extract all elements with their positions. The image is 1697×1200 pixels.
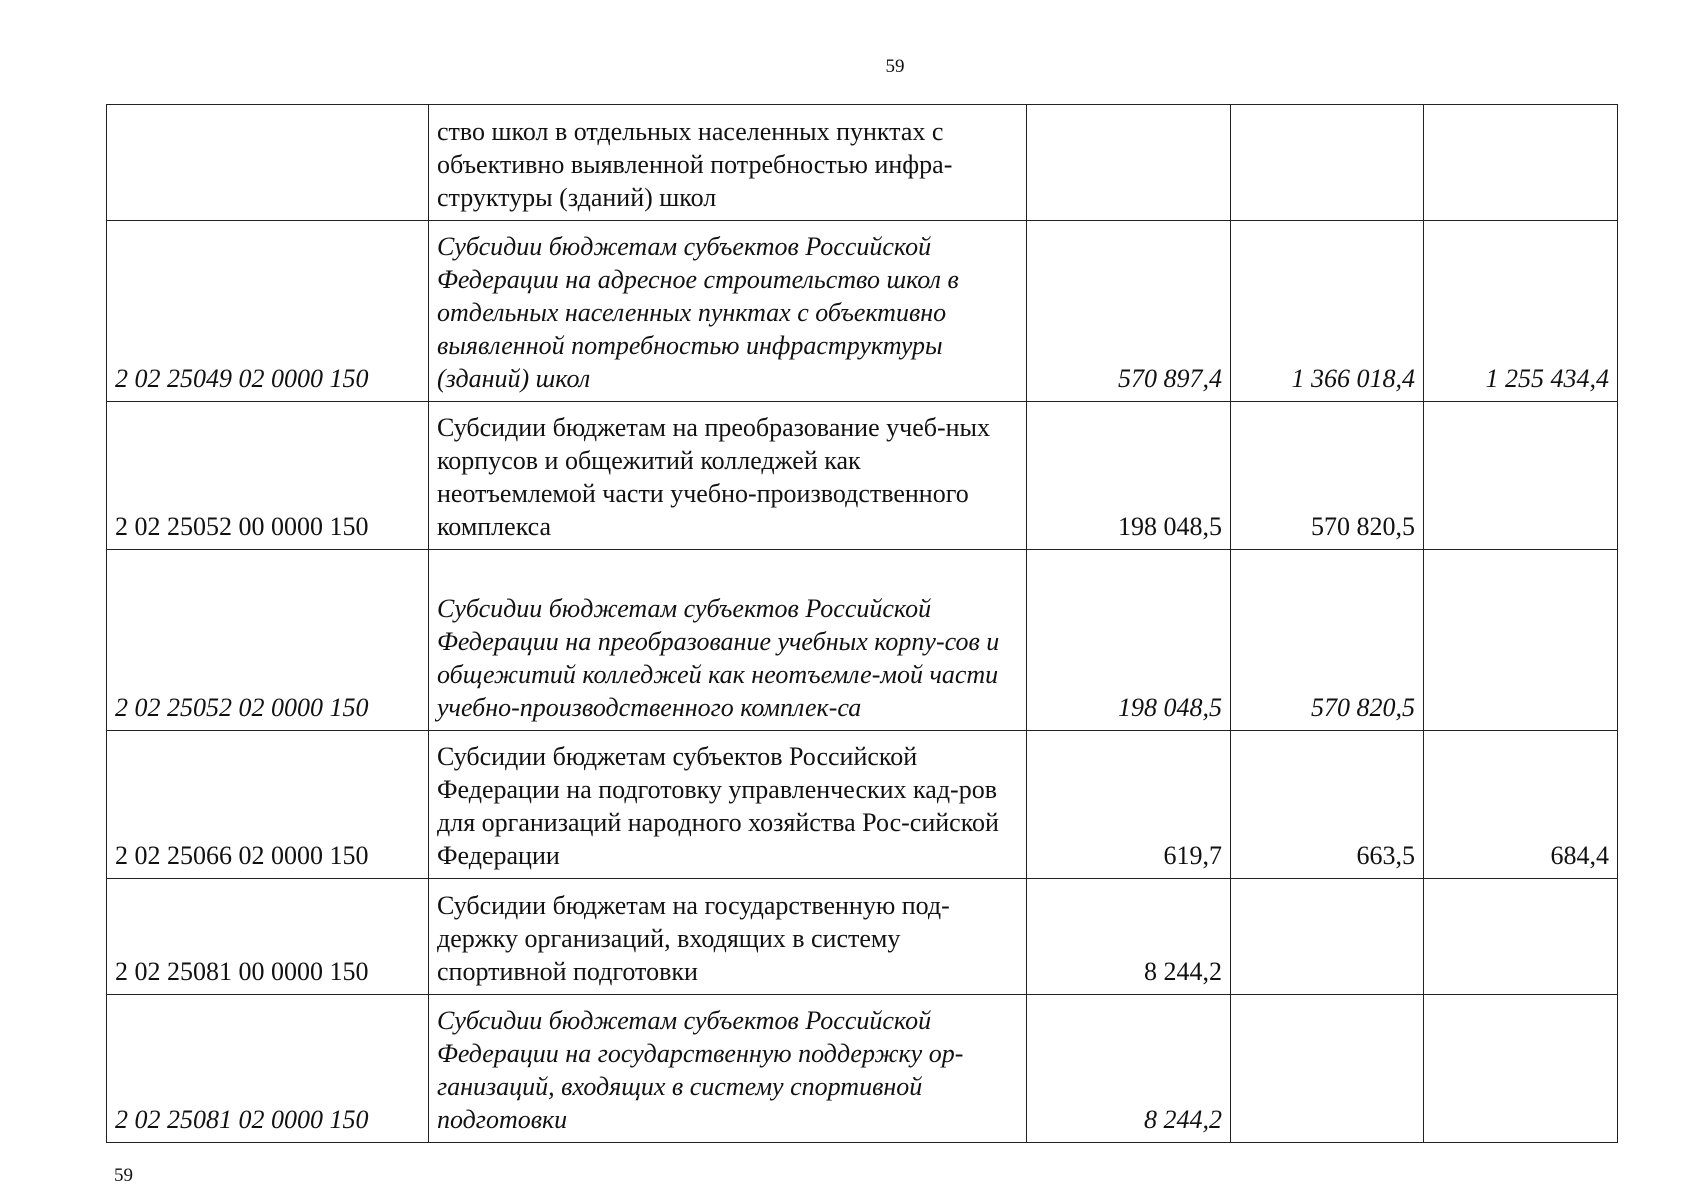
amount-year2-cell: 663,5 <box>1231 731 1424 879</box>
budget-code-cell: 2 02 25081 02 0000 150 <box>107 995 429 1143</box>
amount-year3-cell: 684,4 <box>1424 731 1618 879</box>
budget-code-cell: 2 02 25052 00 0000 150 <box>107 402 429 550</box>
table-row <box>107 550 1618 731</box>
description-cell: ство школ в отдельных населенных пунктах с объективно выявленной потребностью инфра-структуры (зданий) школ <box>429 105 1027 221</box>
amount-year3-cell <box>1424 402 1618 550</box>
budget-table <box>106 104 1618 1143</box>
amount-year1-cell: 198 048,5 <box>1027 550 1231 731</box>
amount-year1-cell: 8 244,2 <box>1027 995 1231 1143</box>
amount-year1-cell: 8 244,2 <box>1027 879 1231 995</box>
table-row <box>107 995 1618 1143</box>
table-row <box>107 221 1618 402</box>
amount-year1-cell: 198 048,5 <box>1027 402 1231 550</box>
amount-year3-cell: 1 255 434,4 <box>1424 221 1618 402</box>
amount-year2-cell <box>1231 995 1424 1143</box>
budget-code-cell: 2 02 25066 02 0000 150 <box>107 731 429 879</box>
table-row <box>107 731 1618 879</box>
amount-year2-cell <box>1231 105 1424 221</box>
amount-year2-cell <box>1231 879 1424 995</box>
amount-year2-cell: 570 820,5 <box>1231 402 1424 550</box>
description-cell: Субсидии бюджетам на государственную под-держку организаций, входящих в систему спортивной подготовки <box>429 879 1027 995</box>
amount-year1-cell: 570 897,4 <box>1027 221 1231 402</box>
amount-year1-cell: 619,7 <box>1027 731 1231 879</box>
amount-year3-cell <box>1424 105 1618 221</box>
amount-year2-cell: 570 820,5 <box>1231 550 1424 731</box>
amount-year3-cell <box>1424 550 1618 731</box>
table-row <box>107 105 1618 221</box>
description-cell: Субсидии бюджетам субъектов Российской Федерации на преобразование учебных корпу-сов и общежитий колледжей как неотъемле-мой части учебно-производственного комплек-са <box>429 550 1027 731</box>
budget-code-cell: 2 02 25081 00 0000 150 <box>107 879 429 995</box>
table-row <box>107 402 1618 550</box>
page-number-bottom: 59 <box>114 1165 133 1186</box>
description-cell: Субсидии бюджетам субъектов Российской Федерации на государственную поддержку ор-ганизаций, входящих в систему спортивной подготовки <box>429 995 1027 1143</box>
description-cell: Субсидии бюджетам на преобразование учеб-ных корпусов и общежитий колледжей как неотъемлемой части учебно-производственного комплекса <box>429 402 1027 550</box>
budget-code-cell: 2 02 25052 02 0000 150 <box>107 550 429 731</box>
amount-year2-cell: 1 366 018,4 <box>1231 221 1424 402</box>
page-number-top: 59 <box>885 56 905 77</box>
amount-year3-cell <box>1424 995 1618 1143</box>
amount-year1-cell <box>1027 105 1231 221</box>
description-cell: Субсидии бюджетам субъектов Российской Федерации на адресное строительство школ в отдельных населенных пунктах с объективно выявленной потребностью инфраструктуры (зданий) школ <box>429 221 1027 402</box>
amount-year3-cell <box>1424 879 1618 995</box>
budget-code-cell <box>107 105 429 221</box>
budget-code-cell: 2 02 25049 02 0000 150 <box>107 221 429 402</box>
table-row <box>107 879 1618 995</box>
description-cell: Субсидии бюджетам субъектов Российской Федерации на подготовку управленческих кад-ров для организаций народного хозяйства Рос-сийской Федерации <box>429 731 1027 879</box>
